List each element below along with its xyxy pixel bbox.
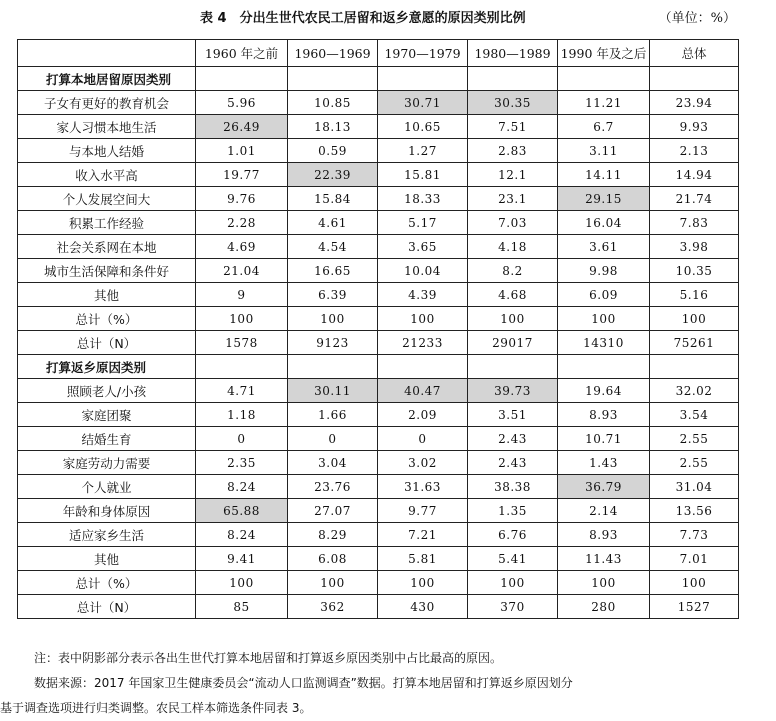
- blank-cell: [558, 67, 650, 91]
- value-cell-highlighted: 40.47: [378, 379, 468, 403]
- value-cell: 2.83: [468, 139, 558, 163]
- value-cell: 10.04: [378, 259, 468, 283]
- blank-cell: [378, 67, 468, 91]
- row-label: 与本地人结婚: [18, 139, 196, 163]
- value-cell: 11.21: [558, 91, 650, 115]
- value-cell: 21.74: [650, 187, 739, 211]
- value-cell: 27.07: [288, 499, 378, 523]
- table-row: [18, 499, 739, 523]
- blank-cell: [196, 67, 288, 91]
- table-row: [18, 283, 739, 307]
- value-cell: 1.66: [288, 403, 378, 427]
- value-cell: 10.85: [288, 91, 378, 115]
- blank-cell: [650, 67, 739, 91]
- value-cell-highlighted: 30.71: [378, 91, 468, 115]
- value-cell: 4.18: [468, 235, 558, 259]
- column-header: 1980—1989: [468, 40, 558, 67]
- row-label: 积累工作经验: [18, 211, 196, 235]
- data-table: [17, 39, 739, 619]
- value-cell: 3.51: [468, 403, 558, 427]
- table-row: [18, 523, 739, 547]
- value-cell: 100: [650, 571, 739, 595]
- value-cell: 29017: [468, 331, 558, 355]
- section-heading-row: [18, 355, 739, 379]
- value-cell: 3.61: [558, 235, 650, 259]
- header-row: [18, 40, 739, 67]
- table-row: [18, 379, 739, 403]
- value-cell: 5.41: [468, 547, 558, 571]
- value-cell: 430: [378, 595, 468, 619]
- value-cell-highlighted: 29.15: [558, 187, 650, 211]
- value-cell: 31.63: [378, 475, 468, 499]
- row-label: 收入水平高: [18, 163, 196, 187]
- value-cell: 0: [288, 427, 378, 451]
- value-cell: 23.76: [288, 475, 378, 499]
- value-cell: 9.93: [650, 115, 739, 139]
- value-cell: 5.81: [378, 547, 468, 571]
- value-cell: 3.04: [288, 451, 378, 475]
- value-cell: 280: [558, 595, 650, 619]
- value-cell: 4.39: [378, 283, 468, 307]
- value-cell: 7.51: [468, 115, 558, 139]
- blank-cell: [378, 355, 468, 379]
- value-cell: 100: [288, 571, 378, 595]
- value-cell: 370: [468, 595, 558, 619]
- value-cell: 1.18: [196, 403, 288, 427]
- value-cell: 23.94: [650, 91, 739, 115]
- value-cell: 100: [558, 571, 650, 595]
- value-cell: 1.27: [378, 139, 468, 163]
- value-cell: 6.39: [288, 283, 378, 307]
- table-row: [18, 571, 739, 595]
- value-cell: 362: [288, 595, 378, 619]
- value-cell-highlighted: 26.49: [196, 115, 288, 139]
- row-label: 其他: [18, 547, 196, 571]
- table-row: [18, 139, 739, 163]
- value-cell-highlighted: 65.88: [196, 499, 288, 523]
- value-cell: 5.16: [650, 283, 739, 307]
- value-cell: 100: [468, 307, 558, 331]
- value-cell: 8.93: [558, 403, 650, 427]
- value-cell: 10.35: [650, 259, 739, 283]
- unit-label: （单位：%）: [658, 11, 736, 26]
- column-header: 1960 年之前: [196, 40, 288, 67]
- value-cell: 4.68: [468, 283, 558, 307]
- value-cell: 1578: [196, 331, 288, 355]
- value-cell: 10.65: [378, 115, 468, 139]
- value-cell: 21.04: [196, 259, 288, 283]
- value-cell: 3.98: [650, 235, 739, 259]
- value-cell: 38.38: [468, 475, 558, 499]
- row-label: 结婚生育: [18, 427, 196, 451]
- section-heading: 打算本地居留原因类别: [18, 67, 196, 91]
- table-row: [18, 115, 739, 139]
- value-cell: 7.03: [468, 211, 558, 235]
- value-cell: 2.55: [650, 427, 739, 451]
- value-cell: 0: [378, 427, 468, 451]
- row-label: 总计（%）: [18, 307, 196, 331]
- column-header: 1970—1979: [378, 40, 468, 67]
- value-cell-highlighted: 30.35: [468, 91, 558, 115]
- value-cell: 4.69: [196, 235, 288, 259]
- table-row: [18, 475, 739, 499]
- value-cell: 8.24: [196, 475, 288, 499]
- value-cell: 31.04: [650, 475, 739, 499]
- table-row: [18, 595, 739, 619]
- table-row: [18, 547, 739, 571]
- column-header: 1960—1969: [288, 40, 378, 67]
- value-cell: 3.65: [378, 235, 468, 259]
- value-cell: 100: [196, 571, 288, 595]
- value-cell: 15.84: [288, 187, 378, 211]
- value-cell: 100: [558, 307, 650, 331]
- section-heading-row: [18, 67, 739, 91]
- value-cell: 32.02: [650, 379, 739, 403]
- value-cell: 8.24: [196, 523, 288, 547]
- value-cell: 6.76: [468, 523, 558, 547]
- value-cell: 1527: [650, 595, 739, 619]
- value-cell: 9.77: [378, 499, 468, 523]
- blank-cell: [558, 355, 650, 379]
- row-label: 城市生活保障和条件好: [18, 259, 196, 283]
- value-cell: 3.11: [558, 139, 650, 163]
- value-cell: 100: [378, 571, 468, 595]
- source-text-line1: 数据来源：2017 年国家卫生健康委员会“流动人口监测调查”数据。打算本地居留和打算返乡原因划分: [34, 676, 573, 690]
- blank-cell: [468, 67, 558, 91]
- table-row: [18, 403, 739, 427]
- value-cell: 3.54: [650, 403, 739, 427]
- value-cell: 16.04: [558, 211, 650, 235]
- blank-cell: [650, 355, 739, 379]
- row-label: 照顾老人/小孩: [18, 379, 196, 403]
- column-header: 总体: [650, 40, 739, 67]
- table-title: 表 4 分出生世代农民工居留和返乡意愿的原因类别比例: [200, 11, 526, 26]
- value-cell-highlighted: 36.79: [558, 475, 650, 499]
- value-cell-highlighted: 30.11: [288, 379, 378, 403]
- value-cell: 21233: [378, 331, 468, 355]
- column-header: 1990 年及之后: [558, 40, 650, 67]
- value-cell: 19.64: [558, 379, 650, 403]
- table-row: [18, 235, 739, 259]
- value-cell: 18.13: [288, 115, 378, 139]
- value-cell: 0.59: [288, 139, 378, 163]
- value-cell: 7.21: [378, 523, 468, 547]
- table-row: [18, 259, 739, 283]
- value-cell: 5.17: [378, 211, 468, 235]
- value-cell: 8.29: [288, 523, 378, 547]
- value-cell: 7.83: [650, 211, 739, 235]
- row-label: 社会关系网在本地: [18, 235, 196, 259]
- note-text: 注：表中阴影部分表示各出生世代打算本地居留和打算返乡原因类别中占比最高的原因。: [34, 651, 503, 665]
- value-cell: 100: [650, 307, 739, 331]
- value-cell: 14.11: [558, 163, 650, 187]
- table-row: [18, 91, 739, 115]
- row-label: 家庭劳动力需要: [18, 451, 196, 475]
- value-cell: 100: [196, 307, 288, 331]
- row-label: 个人就业: [18, 475, 196, 499]
- blank-cell: [196, 355, 288, 379]
- value-cell: 7.01: [650, 547, 739, 571]
- row-label: 其他: [18, 283, 196, 307]
- blank-cell: [288, 355, 378, 379]
- value-cell: 4.61: [288, 211, 378, 235]
- section-heading: 打算返乡原因类别: [18, 355, 196, 379]
- value-cell: 4.71: [196, 379, 288, 403]
- row-label: 年龄和身体原因: [18, 499, 196, 523]
- table-row: [18, 163, 739, 187]
- value-cell: 23.1: [468, 187, 558, 211]
- table-row: [18, 211, 739, 235]
- value-cell: 1.43: [558, 451, 650, 475]
- value-cell-highlighted: 39.73: [468, 379, 558, 403]
- value-cell: 3.02: [378, 451, 468, 475]
- table-row: [18, 427, 739, 451]
- value-cell: 18.33: [378, 187, 468, 211]
- value-cell: 6.09: [558, 283, 650, 307]
- value-cell: 2.55: [650, 451, 739, 475]
- value-cell: 9123: [288, 331, 378, 355]
- value-cell: 10.71: [558, 427, 650, 451]
- row-label: 适应家乡生活: [18, 523, 196, 547]
- value-cell: 2.28: [196, 211, 288, 235]
- value-cell: 16.65: [288, 259, 378, 283]
- value-cell: 1.35: [468, 499, 558, 523]
- row-label: 家庭团聚: [18, 403, 196, 427]
- value-cell: 9.76: [196, 187, 288, 211]
- value-cell: 14310: [558, 331, 650, 355]
- value-cell: 0: [196, 427, 288, 451]
- value-cell: 13.56: [650, 499, 739, 523]
- value-cell: 100: [378, 307, 468, 331]
- value-cell: 9: [196, 283, 288, 307]
- row-label: 家人习惯本地生活: [18, 115, 196, 139]
- value-cell: 4.54: [288, 235, 378, 259]
- value-cell: 100: [468, 571, 558, 595]
- value-cell: 11.43: [558, 547, 650, 571]
- value-cell: 12.1: [468, 163, 558, 187]
- row-label: 个人发展空间大: [18, 187, 196, 211]
- value-cell: 2.09: [378, 403, 468, 427]
- header-corner-cell: [18, 40, 196, 67]
- value-cell: 75261: [650, 331, 739, 355]
- value-cell: 85: [196, 595, 288, 619]
- row-label: 总计（N）: [18, 595, 196, 619]
- row-label: 子女有更好的教育机会: [18, 91, 196, 115]
- value-cell: 6.7: [558, 115, 650, 139]
- table-row: [18, 331, 739, 355]
- value-cell: 14.94: [650, 163, 739, 187]
- value-cell: 7.73: [650, 523, 739, 547]
- value-cell: 5.96: [196, 91, 288, 115]
- table-row: [18, 187, 739, 211]
- row-label: 总计（%）: [18, 571, 196, 595]
- value-cell: 2.35: [196, 451, 288, 475]
- source-text-line2: 基于调查选项进行归类调整。农民工样本筛选条件同表 3。: [0, 701, 312, 715]
- blank-cell: [288, 67, 378, 91]
- value-cell: 9.98: [558, 259, 650, 283]
- value-cell: 15.81: [378, 163, 468, 187]
- value-cell: 2.43: [468, 451, 558, 475]
- value-cell-highlighted: 22.39: [288, 163, 378, 187]
- value-cell: 8.93: [558, 523, 650, 547]
- row-label: 总计（N）: [18, 331, 196, 355]
- value-cell: 100: [288, 307, 378, 331]
- value-cell: 2.13: [650, 139, 739, 163]
- value-cell: 19.77: [196, 163, 288, 187]
- value-cell: 2.14: [558, 499, 650, 523]
- value-cell: 8.2: [468, 259, 558, 283]
- table-row: [18, 451, 739, 475]
- table-caption: [0, 8, 776, 30]
- notes: [0, 646, 754, 721]
- value-cell: 2.43: [468, 427, 558, 451]
- blank-cell: [468, 355, 558, 379]
- value-cell: 6.08: [288, 547, 378, 571]
- value-cell: 9.41: [196, 547, 288, 571]
- table-row: [18, 307, 739, 331]
- value-cell: 1.01: [196, 139, 288, 163]
